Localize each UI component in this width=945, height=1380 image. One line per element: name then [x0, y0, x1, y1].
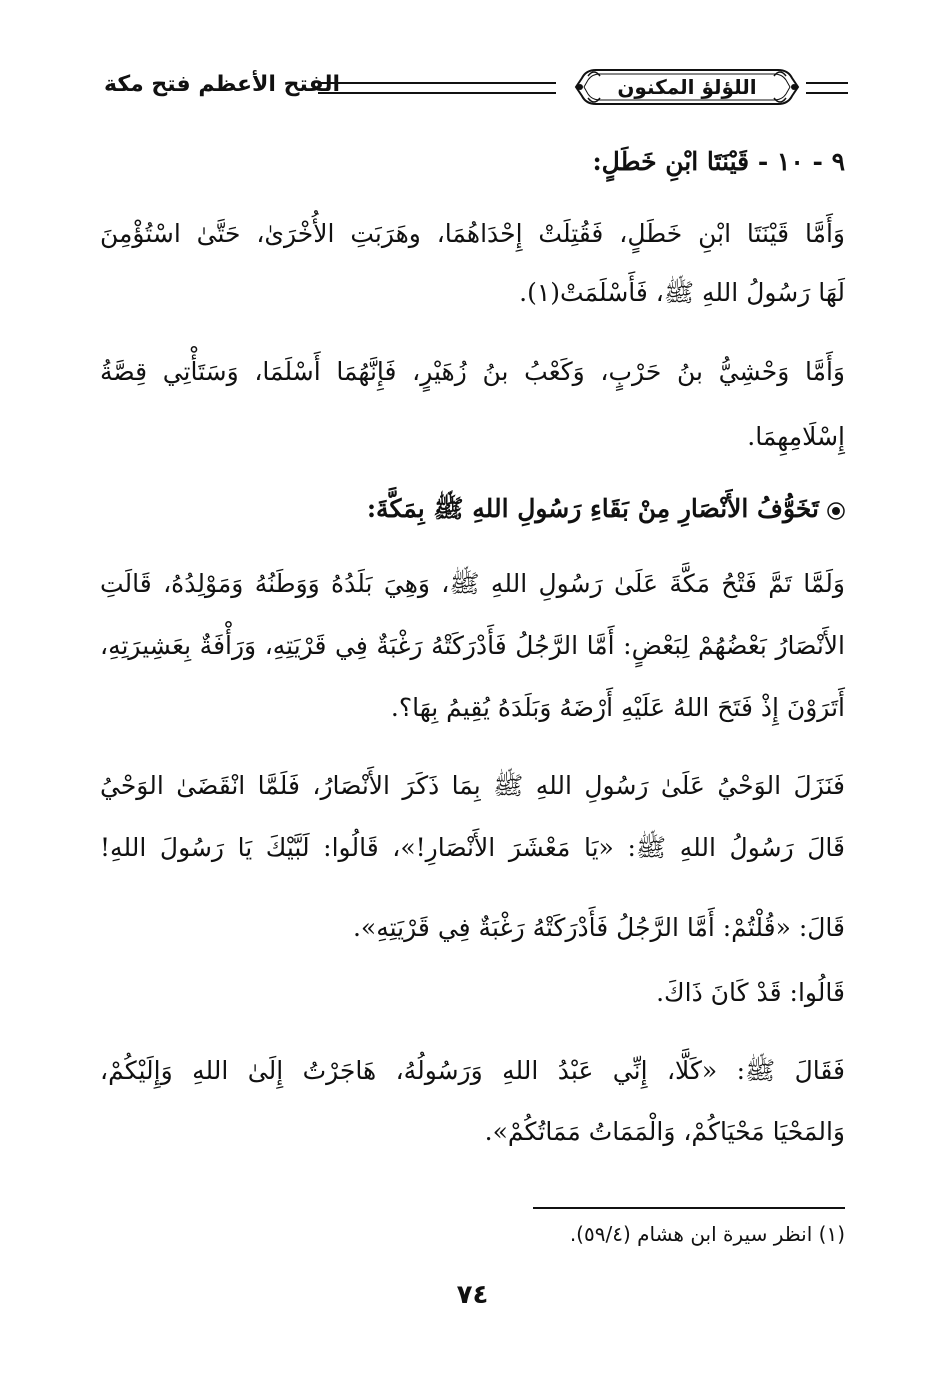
- section-heading: ٩ - ١٠ - قَيْنَتَا ابْنِ خَطَلٍ:: [592, 147, 845, 176]
- paragraph-line: قَالَ: «قُلْتُمْ: أَمَّا الرَّجُلُ فَأَدْرَكَتْهُ رَغْبَةٌ فِي قَرْيَتِهِ».: [352, 913, 845, 942]
- paragraph-line: وَأَمَّا وَحْشِيُّ بنُ حَرْبٍ، وَكَعْبُ بنُ زُهَيْرٍ، فَإِنَّهُمَا أَسْلَمَا، وَسَتَأْتِي قِصَّةُ: [100, 357, 845, 386]
- paragraph-line: فَقَالَ ﷺ: «كَلَّا، إِنِّي عَبْدُ اللهِ وَرَسُولُهُ، هَاجَرْتُ إِلَىٰ اللهِ وَإِلَيْكُمْ،: [100, 1056, 845, 1085]
- paragraph-line: وَأَمَّا قَيْنَتَا ابْنِ خَطَلٍ، فَقُتِلَتْ إِحْدَاهُمَا، وهَرَبَتِ الأُخْرَىٰ، حَتَّىٰ اسْتُؤْمِنَ: [100, 219, 845, 248]
- subheading-text: تَخَوُّفُ الأَنْصَارِ مِنْ بَقَاءِ رَسُولِ اللهِ ﷺ بِمَكَّةَ:: [366, 494, 819, 523]
- paragraph-line: أَتَرَوْنَ إِذْ فَتَحَ اللهُ عَلَيْهِ أَرْضَهُ وَبَلَدَهُ يُقِيمُ بِهَا؟.: [390, 693, 845, 722]
- paragraph-line: وَالمَحْيَا مَحْيَاكُمْ، وَالْمَمَاتُ مَمَاتُكُمْ».: [484, 1117, 845, 1146]
- paragraph-line: الأَنْصَارُ بَعْضُهُمْ لِبَعْضٍ: أَمَّا الرَّجُلُ فَأَدْرَكَتْهُ رَغْبَةٌ فِي قَرْيَتِهِ، وَرَأْفَةٌ بِعَشِيرَتِهِ،: [100, 631, 845, 660]
- paragraph-line: لَهَا رَسُولُ اللهِ ﷺ، فَأَسْلَمَتْ(١).: [519, 278, 845, 307]
- subheading: [100, 489, 845, 529]
- paragraph-line: إِسْلَامِهِمَا.: [747, 422, 845, 451]
- footnote-divider: [533, 1207, 845, 1209]
- book-title: اللؤلؤ المكنون: [617, 75, 757, 99]
- page-number: ٧٤: [456, 1280, 489, 1310]
- paragraph-line: وَلَمَّا تَمَّ فَتْحُ مَكَّةَ عَلَىٰ رَسُولِ اللهِ ﷺ، وَهِيَ بَلَدُهُ وَوَطَنُهُ وَمَوْلِدُهُ، قَالَتِ: [100, 569, 845, 598]
- paragraph-line: قَالُوا: قَدْ كَانَ ذَاكَ.: [656, 978, 845, 1007]
- footnote: (١) انظر سيرة ابن هشام (٥٩/٤).: [569, 1222, 845, 1246]
- chapter-title: الفتح الأعظم فتح مكة: [104, 72, 341, 97]
- flower-ornament-icon: [827, 502, 845, 520]
- page-body: [100, 0, 845, 1200]
- paragraph-line: فَنَزَلَ الوَحْيُ عَلَىٰ رَسُولِ اللهِ ﷺ بِمَا ذَكَرَ الأَنْصَارُ، فَلَمَّا انْقَضَىٰ الوَحْيُ: [100, 771, 845, 800]
- paragraph-line: قَالَ رَسُولُ اللهِ ﷺ: «يَا مَعْشَرَ الأَنْصَارِ!»، قَالُوا: لَبَّيْكَ يَا رَسُولَ اللهِ!: [100, 833, 845, 862]
